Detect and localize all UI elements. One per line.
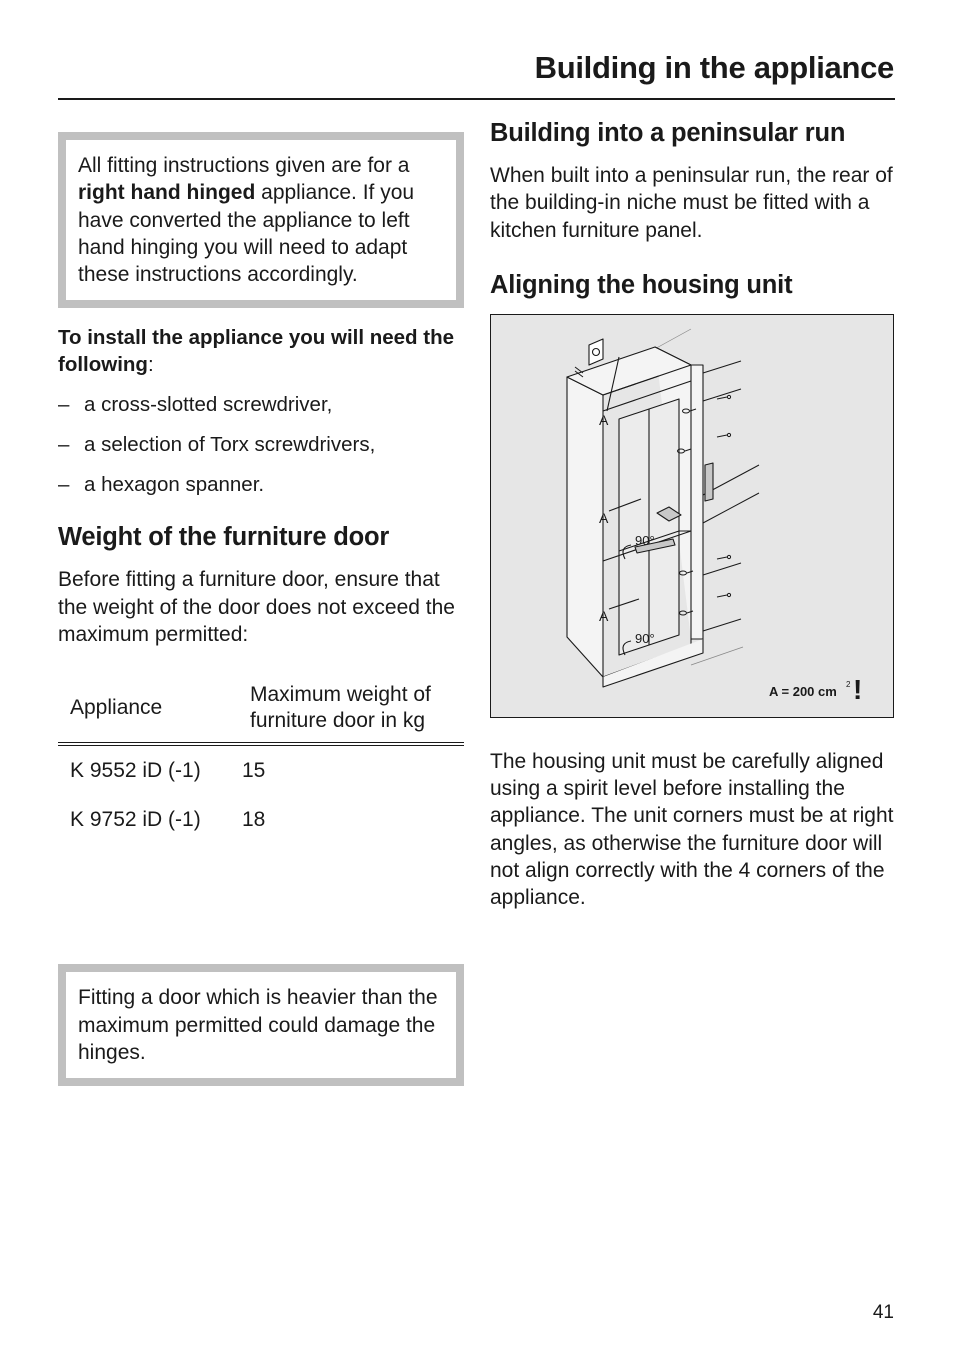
tools-heading-text: To install the appliance you will need the following bbox=[58, 326, 455, 377]
left-column bbox=[58, 132, 464, 1086]
figure-angle-top: 90° bbox=[635, 532, 655, 548]
tool-item-text: a cross-slotted screwdriver, bbox=[84, 393, 333, 417]
table-cell-model: K 9752 iD (-1) bbox=[70, 808, 201, 832]
list-dash: – bbox=[58, 433, 70, 457]
hinge-note-bold: right hand hinged bbox=[78, 181, 256, 205]
table-cell-weight: 15 bbox=[242, 759, 266, 783]
weight-text: Before fitting a furniture door, ensure that the weight of the door does not exceed the maximum permitted: bbox=[58, 568, 455, 647]
table-cell-weight: 18 bbox=[242, 808, 266, 832]
figure-label-a-bottom: A bbox=[599, 607, 609, 624]
page-title: Building in the appliance bbox=[534, 50, 894, 85]
tool-item-text: a hexagon spanner. bbox=[84, 473, 265, 497]
list-dash: – bbox=[58, 393, 70, 417]
figure-label-a-top: A bbox=[599, 411, 609, 428]
list-dash: – bbox=[58, 473, 70, 497]
hinge-note-text-start: All fitting instructions given are for a bbox=[78, 154, 410, 177]
figure-angle-bottom: 90° bbox=[635, 630, 655, 646]
figure-vent-label: A = 200 cm bbox=[769, 683, 837, 699]
figure-vent-sup: 2 bbox=[846, 679, 851, 689]
peninsular-heading: Building into a peninsular run bbox=[490, 119, 846, 147]
table-row bbox=[58, 744, 464, 795]
housing-unit-diagram bbox=[491, 315, 893, 717]
list-item bbox=[58, 392, 464, 418]
weight-warning-text: Fitting a door which is heavier than the maximum permitted could damage the hinges. bbox=[78, 986, 438, 1064]
tool-list bbox=[58, 392, 464, 498]
table-row bbox=[58, 795, 464, 844]
hinge-note-text-end: appliance. If you have converted the appliance to left hand hinging you will need to adapt these instructions accordingly. bbox=[78, 181, 415, 287]
warning-icon: ! bbox=[853, 673, 863, 705]
list-item bbox=[58, 472, 464, 498]
tool-item-text: a selection of Torx screwdrivers, bbox=[84, 433, 376, 457]
title-rule bbox=[58, 98, 895, 100]
list-item bbox=[58, 432, 464, 458]
aligning-heading: Aligning the housing unit bbox=[490, 270, 793, 299]
figure-label-a-middle: A bbox=[599, 509, 609, 526]
right-column bbox=[490, 118, 894, 912]
aligning-text: The housing unit must be carefully aligned using a spirit level before installing the appliance. The unit corners must be at right angles, as otherwise the furniture door will not align correctly with the 4 corners of the appliance. bbox=[490, 749, 894, 910]
table-header-max-weight: Maximum weight of furniture door in kg bbox=[238, 682, 464, 744]
peninsular-text: When built into a peninsular run, the rear of the building-in niche must be fitted with a kitchen furniture panel. bbox=[490, 164, 893, 242]
table-header-appliance: Appliance bbox=[58, 682, 238, 744]
weight-warning-box bbox=[58, 964, 464, 1086]
weight-table bbox=[58, 682, 464, 844]
housing-unit-figure bbox=[490, 314, 894, 718]
page-number: 41 bbox=[872, 1302, 894, 1323]
table-cell-model: K 9552 iD (-1) bbox=[70, 759, 201, 783]
tools-heading-colon: : bbox=[147, 353, 154, 377]
tools-heading bbox=[58, 324, 464, 378]
weight-heading: Weight of the furniture door bbox=[58, 523, 390, 552]
table-header-row bbox=[58, 682, 464, 744]
hinge-note-box bbox=[58, 132, 464, 308]
